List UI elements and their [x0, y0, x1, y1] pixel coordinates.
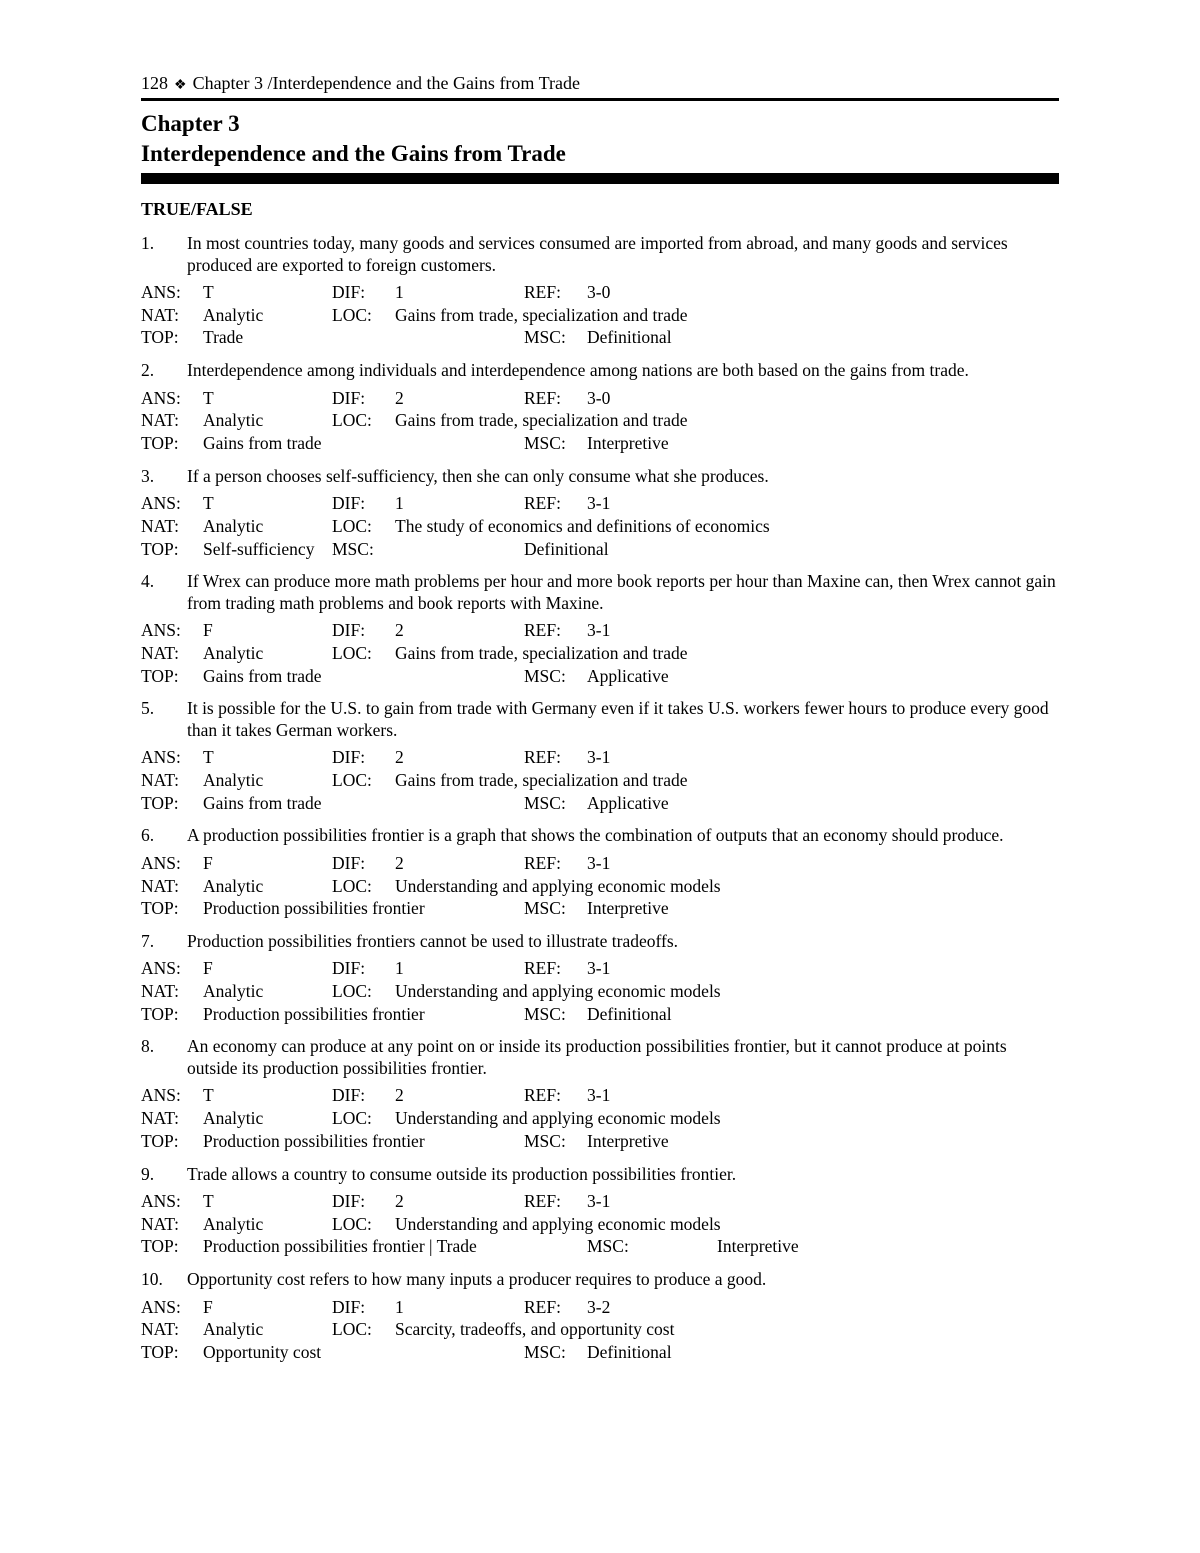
- question-stem: [141, 233, 1059, 276]
- meta-row-top: [141, 1235, 1059, 1258]
- top-value: Production possibilities frontier: [203, 898, 425, 919]
- question-text: In most countries today, many goods and services consumed are imported from abroad, and many goods and services produced are exported to foreign customers.: [187, 233, 1008, 275]
- msc-label: MSC:: [524, 432, 566, 453]
- meta-row-nat: [141, 1318, 1059, 1341]
- dif-value: 2: [395, 387, 404, 408]
- ref-label: REF:: [524, 1296, 561, 1317]
- msc-label: MSC:: [524, 792, 566, 813]
- loc-value: Scarcity, tradeoffs, and opportunity cost: [395, 1319, 675, 1340]
- msc-value: Definitional: [587, 327, 672, 348]
- dif-value: 1: [395, 1296, 404, 1317]
- ref-value: 3-2: [587, 1296, 611, 1317]
- loc-value: Understanding and applying economic models: [395, 981, 721, 1002]
- chapter-title: [141, 109, 1059, 169]
- ref-value: 3-1: [587, 1191, 611, 1211]
- nat-value: Analytic: [203, 769, 264, 790]
- ans-label: ANS:: [141, 1296, 181, 1317]
- top-label: TOP:: [141, 1003, 179, 1024]
- loc-label: LOC:: [332, 515, 372, 536]
- top-label: TOP:: [141, 792, 179, 813]
- meta-row-nat: [141, 515, 1059, 538]
- question-text: An economy can produce at any point on or inside its production possibilities frontier, but it cannot produce at points outside its production possibilities frontier.: [187, 1036, 1007, 1078]
- question-number: 5.: [141, 698, 155, 719]
- nat-label: NAT:: [141, 875, 180, 896]
- nat-label: NAT:: [141, 981, 180, 1002]
- meta-row-ans: [141, 852, 1059, 875]
- question-text: Opportunity cost refers to how many inputs a producer requires to produce a good.: [187, 1269, 767, 1290]
- msc-value: Definitional: [587, 1341, 672, 1362]
- loc-value: Gains from trade, specialization and trade: [395, 304, 688, 325]
- answer-metadata: [141, 852, 1059, 920]
- ref-value: 3-1: [587, 620, 611, 641]
- meta-row-top: [141, 538, 1059, 561]
- nat-value: Analytic: [203, 1213, 264, 1234]
- nat-label: NAT:: [141, 304, 180, 325]
- msc-value: Applicative: [587, 665, 669, 686]
- loc-value: The study of economics and definitions of economics: [395, 515, 770, 536]
- meta-row-top: [141, 432, 1059, 455]
- dif-value: 1: [395, 282, 404, 302]
- top-value: Gains from trade: [203, 432, 322, 453]
- question-number: 1.: [141, 233, 155, 253]
- ref-value: 3-1: [587, 747, 611, 768]
- meta-row-top: [141, 665, 1059, 688]
- diamond-icon: ❖: [174, 78, 187, 93]
- chapter-name: Interdependence and the Gains from Trade: [141, 141, 566, 166]
- answer-metadata: [141, 619, 1059, 687]
- nat-value: Analytic: [203, 410, 264, 431]
- dif-value: 1: [395, 493, 404, 514]
- top-value: Gains from trade: [203, 665, 322, 686]
- dif-value: 2: [395, 620, 404, 641]
- loc-label: LOC:: [332, 981, 372, 1002]
- ans-label: ANS:: [141, 620, 181, 641]
- answer-metadata: [141, 492, 1059, 560]
- dif-value: 2: [395, 1085, 404, 1106]
- ans-label: ANS:: [141, 1191, 181, 1211]
- top-label: TOP:: [141, 1341, 179, 1362]
- ref-label: REF:: [524, 387, 561, 408]
- nat-value: Analytic: [203, 642, 264, 663]
- dif-label: DIF:: [332, 1085, 366, 1106]
- ans-value: T: [203, 387, 214, 408]
- ans-value: T: [203, 282, 214, 302]
- top-value: Production possibilities frontier: [203, 1130, 425, 1151]
- dif-value: 2: [395, 747, 404, 768]
- question-stem: [141, 931, 1059, 953]
- msc-value: Interpretive: [587, 432, 669, 453]
- nat-label: NAT:: [141, 1108, 180, 1129]
- ans-label: ANS:: [141, 958, 181, 979]
- question-number: 2.: [141, 360, 155, 381]
- dif-value: 2: [395, 1191, 404, 1211]
- question-stem: [141, 571, 1059, 614]
- top-value: Production possibilities frontier: [203, 1003, 425, 1024]
- nat-label: NAT:: [141, 410, 180, 431]
- meta-row-ans: [141, 281, 1059, 304]
- ans-label: ANS:: [141, 387, 181, 408]
- question-item: [141, 466, 1059, 561]
- meta-row-ans: [141, 1084, 1059, 1107]
- meta-row-ans: [141, 1296, 1059, 1319]
- nat-label: NAT:: [141, 642, 180, 663]
- dif-label: DIF:: [332, 387, 366, 408]
- meta-row-nat: [141, 304, 1059, 327]
- msc-label: MSC:: [524, 898, 566, 919]
- question-number: 6.: [141, 825, 155, 846]
- question-text: A production possibilities frontier is a graph that shows the combination of outputs that an economy should produce.: [187, 825, 1004, 846]
- ans-value: T: [203, 1085, 214, 1106]
- loc-label: LOC:: [332, 769, 372, 790]
- dif-label: DIF:: [332, 493, 366, 514]
- ans-value: F: [203, 620, 213, 641]
- nat-value: Analytic: [203, 1108, 264, 1129]
- question-stem: [141, 825, 1059, 847]
- question-number: 7.: [141, 930, 155, 951]
- loc-value: Understanding and applying economic models: [395, 1108, 721, 1129]
- nat-label: NAT:: [141, 515, 180, 536]
- question-item: [141, 931, 1059, 1026]
- meta-row-nat: [141, 980, 1059, 1003]
- answer-metadata: [141, 1084, 1059, 1152]
- question-stem: [141, 698, 1059, 741]
- meta-row-top: [141, 1341, 1059, 1364]
- nat-value: Analytic: [203, 304, 264, 325]
- meta-row-ans: [141, 387, 1059, 410]
- top-label: TOP:: [141, 898, 179, 919]
- question-text: Production possibilities frontiers cannot be used to illustrate tradeoffs.: [187, 930, 679, 951]
- meta-row-nat: [141, 409, 1059, 432]
- question-number: 9.: [141, 1163, 155, 1184]
- question-item: [141, 825, 1059, 920]
- dif-value: 2: [395, 852, 404, 873]
- nat-label: NAT:: [141, 1319, 180, 1340]
- loc-value: Understanding and applying economic models: [395, 875, 721, 896]
- question-number: 8.: [141, 1036, 155, 1057]
- ans-label: ANS:: [141, 852, 181, 873]
- chapter-number: Chapter 3: [141, 111, 240, 136]
- ans-value: T: [203, 493, 214, 514]
- ref-value: 3-0: [587, 282, 611, 302]
- ans-label: ANS:: [141, 493, 181, 514]
- answer-metadata: [141, 387, 1059, 455]
- meta-row-top: [141, 1130, 1059, 1153]
- loc-value: Gains from trade, specialization and trade: [395, 642, 688, 663]
- meta-row-top: [141, 897, 1059, 920]
- meta-row-top: [141, 1003, 1059, 1026]
- loc-label: LOC:: [332, 410, 372, 431]
- page-number: 128: [141, 73, 168, 93]
- ref-label: REF:: [524, 747, 561, 768]
- question-item: [141, 1036, 1059, 1152]
- top-label: TOP:: [141, 538, 179, 559]
- dif-label: DIF:: [332, 958, 366, 979]
- nat-value: Analytic: [203, 981, 264, 1002]
- nat-value: Analytic: [203, 1319, 264, 1340]
- ref-label: REF:: [524, 493, 561, 514]
- answer-metadata: [141, 1296, 1059, 1364]
- question-stem: [141, 466, 1059, 488]
- meta-row-top: [141, 326, 1059, 349]
- answer-metadata: [141, 746, 1059, 814]
- top-value: Production possibilities frontier | Trade: [203, 1236, 477, 1257]
- msc-label: MSC:: [587, 1236, 629, 1257]
- question-item: [141, 698, 1059, 814]
- ref-label: REF:: [524, 620, 561, 641]
- msc-label: MSC:: [524, 1341, 566, 1362]
- nat-value: Analytic: [203, 875, 264, 896]
- question-number: 4.: [141, 571, 155, 592]
- question-list: [141, 233, 1059, 1364]
- top-label: TOP:: [141, 327, 179, 348]
- answer-metadata: [141, 957, 1059, 1025]
- dif-label: DIF:: [332, 852, 366, 873]
- top-label: TOP:: [141, 432, 179, 453]
- question-item: [141, 1164, 1059, 1259]
- ans-value: T: [203, 747, 214, 768]
- nat-label: NAT:: [141, 769, 180, 790]
- dif-label: DIF:: [332, 282, 366, 302]
- question-text: Interdependence among individuals and interdependence among nations are both based on the gains from trade.: [187, 360, 969, 381]
- ref-value: 3-1: [587, 852, 611, 873]
- msc-value: Definitional: [524, 538, 609, 559]
- question-stem: [141, 1164, 1059, 1186]
- msc-label: MSC:: [332, 538, 374, 559]
- loc-label: LOC:: [332, 1213, 372, 1234]
- loc-label: LOC:: [332, 304, 372, 325]
- ans-value: F: [203, 958, 213, 979]
- meta-row-ans: [141, 619, 1059, 642]
- meta-row-ans: [141, 1190, 1059, 1213]
- msc-value: Interpretive: [587, 898, 669, 919]
- top-value: Gains from trade: [203, 792, 322, 813]
- question-text: If Wrex can produce more math problems per hour and more book reports per hour than Maxine can, then Wrex cannot gain from trading math problems and book reports with Maxine.: [187, 571, 1056, 613]
- msc-label: MSC:: [524, 1130, 566, 1151]
- msc-label: MSC:: [524, 1003, 566, 1024]
- header-rule: [141, 98, 1059, 101]
- section-heading: TRUE/FALSE: [141, 199, 253, 219]
- answer-metadata: [141, 1190, 1059, 1258]
- nat-value: Analytic: [203, 515, 264, 536]
- ref-value: 3-1: [587, 493, 611, 514]
- top-label: TOP:: [141, 1130, 179, 1151]
- msc-value: Interpretive: [717, 1236, 799, 1257]
- ref-label: REF:: [524, 852, 561, 873]
- ans-value: F: [203, 852, 213, 873]
- meta-row-top: [141, 792, 1059, 815]
- ref-value: 3-1: [587, 1085, 611, 1106]
- ans-label: ANS:: [141, 747, 181, 768]
- meta-row-nat: [141, 875, 1059, 898]
- ans-label: ANS:: [141, 282, 181, 302]
- loc-label: LOC:: [332, 1108, 372, 1129]
- loc-value: Understanding and applying economic models: [395, 1213, 721, 1234]
- msc-label: MSC:: [524, 327, 566, 348]
- ref-label: REF:: [524, 1085, 561, 1106]
- top-label: TOP:: [141, 665, 179, 686]
- top-label: TOP:: [141, 1236, 179, 1257]
- top-value: Opportunity cost: [203, 1341, 322, 1362]
- answer-metadata: [141, 281, 1059, 349]
- ans-value: F: [203, 1296, 213, 1317]
- question-text: If a person chooses self-sufficiency, then she can only consume what she produces.: [187, 465, 769, 486]
- question-item: [141, 1269, 1059, 1364]
- dif-value: 1: [395, 958, 404, 979]
- meta-row-nat: [141, 1107, 1059, 1130]
- title-rule: [141, 173, 1059, 184]
- meta-row-ans: [141, 746, 1059, 769]
- meta-row-nat: [141, 642, 1059, 665]
- question-stem: [141, 360, 1059, 382]
- loc-value: Gains from trade, specialization and trade: [395, 410, 688, 431]
- loc-label: LOC:: [332, 1319, 372, 1340]
- ref-label: REF:: [524, 958, 561, 979]
- running-header: [141, 70, 1059, 96]
- msc-value: Definitional: [587, 1003, 672, 1024]
- meta-row-ans: [141, 492, 1059, 515]
- ans-value: T: [203, 1191, 214, 1211]
- meta-row-nat: [141, 1213, 1059, 1236]
- question-text: It is possible for the U.S. to gain from trade with Germany even if it takes U.S. workers fewer hours to produce every good than it takes German workers.: [187, 698, 1049, 740]
- top-value: Self-sufficiency: [203, 538, 315, 559]
- dif-label: DIF:: [332, 1191, 366, 1211]
- question-item: [141, 233, 1059, 349]
- msc-value: Applicative: [587, 792, 669, 813]
- ans-label: ANS:: [141, 1085, 181, 1106]
- loc-label: LOC:: [332, 875, 372, 896]
- msc-value: Interpretive: [587, 1130, 669, 1151]
- meta-row-ans: [141, 957, 1059, 980]
- question-number: 3.: [141, 465, 155, 486]
- page: [141, 70, 1059, 1364]
- question-text: Trade allows a country to consume outside its production possibilities frontier.: [187, 1163, 737, 1184]
- question-stem: [141, 1036, 1059, 1079]
- question-item: [141, 360, 1059, 455]
- loc-value: Gains from trade, specialization and trade: [395, 769, 688, 790]
- top-value: Trade: [203, 327, 244, 348]
- question-number: 10.: [141, 1269, 163, 1290]
- nat-label: NAT:: [141, 1213, 180, 1234]
- dif-label: DIF:: [332, 620, 366, 641]
- dif-label: DIF:: [332, 747, 366, 768]
- ref-label: REF:: [524, 1191, 561, 1211]
- question-stem: [141, 1269, 1059, 1291]
- loc-label: LOC:: [332, 642, 372, 663]
- dif-label: DIF:: [332, 1296, 366, 1317]
- running-title: Chapter 3 /Interdependence and the Gains from Trade: [192, 73, 580, 93]
- ref-label: REF:: [524, 282, 561, 302]
- question-item: [141, 571, 1059, 687]
- ref-value: 3-1: [587, 958, 611, 979]
- ref-value: 3-0: [587, 387, 611, 408]
- msc-label: MSC:: [524, 665, 566, 686]
- meta-row-nat: [141, 769, 1059, 792]
